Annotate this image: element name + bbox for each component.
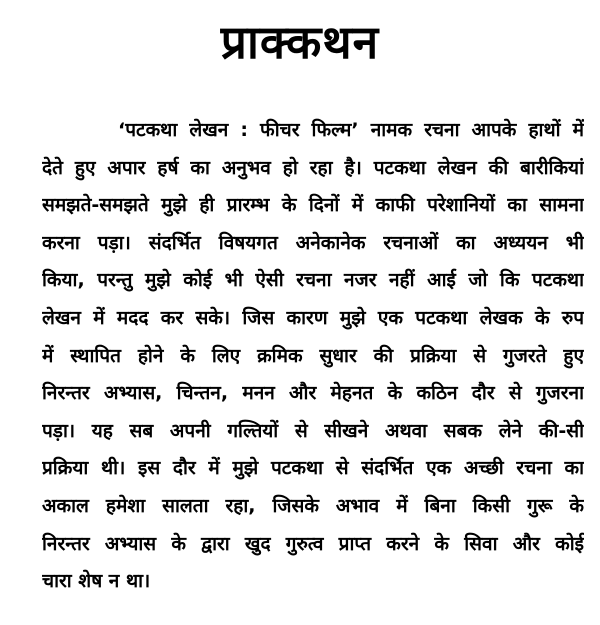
text-line: अकाल हमेशा सालता रहा, जिसके अभाव में बिना किसी गुरू के	[42, 494, 584, 517]
text-line: देते हुए अपार हर्ष का अनुभव हो रहा है। पटकथा लेखन की बारीकियां	[42, 156, 584, 179]
text-line: निरन्तर अभ्यास, चिन्तन, मनन और मेहनत के कठिन दौर से गुजरना	[42, 382, 584, 405]
page-title: प्राक्कथन	[220, 15, 380, 69]
text-line: प्रक्रिया थी। इस दौर में मुझे पटकथा से संदर्भित एक अच्छी रचना का	[42, 457, 584, 480]
text-line: लेखन में मदद कर सके। जिस कारण मुझे एक पटकथा लेखक के रुप	[42, 306, 584, 329]
preface-paragraph	[42, 112, 584, 601]
text-line: किया, परन्तु मुझे कोई भी ऐसी रचना नजर नहीं आई जो कि पटकथा	[42, 269, 584, 292]
text-line: ‘पटकथा लेखन : फीचर फिल्म’ नामक रचना आपके हाथों में	[118, 119, 584, 141]
text-line: निरन्तर अभ्यास के द्वारा खुद गुरुत्व प्राप्त करने के सिवा और कोई	[42, 532, 584, 555]
text-line: करना पड़ा। संदर्भित विषयगत अनेकानेक रचनाओं का अध्ययन भी	[42, 231, 584, 254]
text-line: पड़ा। यह सब अपनी गल्तियों से सीखने अथवा सबक लेने की-सी	[42, 419, 584, 442]
text-line: चारा शेष न था।	[42, 570, 151, 593]
text-line: में स्थापित होने के लिए क्रमिक सुधार की प्रक्रिया से गुजरते हुए	[42, 344, 584, 367]
text-line: समझते-समझते मुझे ही प्रारम्भ के दिनों में काफी परेशानियों का सामना	[42, 194, 584, 217]
